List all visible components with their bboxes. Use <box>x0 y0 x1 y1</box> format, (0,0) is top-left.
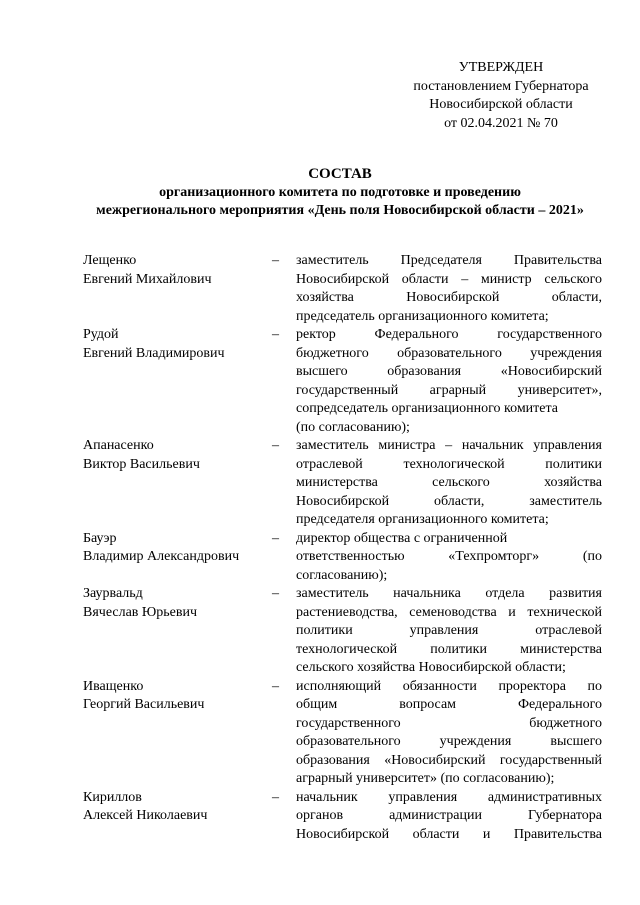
member-entry <box>0 789 640 845</box>
member-role-line: высшего образования «Новосибирский <box>296 364 602 379</box>
title-heading: СОСТАВ <box>308 166 372 182</box>
member-role <box>296 530 602 586</box>
member-surname: Кириллов <box>83 789 142 805</box>
member-role-line: отраслевой технологической политики <box>296 456 602 472</box>
member-name <box>83 326 263 363</box>
member-role-line: Новосибирской области – министр сельского <box>296 271 602 287</box>
member-entry <box>0 530 640 586</box>
approval-stamp <box>390 59 612 133</box>
document-title <box>40 165 640 219</box>
member-entry <box>0 678 640 789</box>
member-role-line: бюджетного образовательного учреждения <box>296 345 602 361</box>
approval-date-number: от 02.04.2021 № 70 <box>444 115 558 131</box>
member-role-line: хозяйства Новосибирской области, <box>296 290 602 305</box>
member-role-line: политики управления отраслевой <box>296 623 602 638</box>
member-role <box>296 585 602 678</box>
member-role-line: сопредседатель организационного комитета <box>296 401 559 416</box>
member-role-line: Новосибирской области и Правительства <box>296 826 602 842</box>
member-dash: – <box>272 438 279 453</box>
title-line-1: организационного комитета по подготовке и проведению <box>159 185 521 200</box>
member-role-line: растениеводства, семеноводства и технической <box>296 604 602 620</box>
members-list <box>0 252 640 844</box>
member-role-line: министерства сельского хозяйства <box>296 475 602 490</box>
member-name <box>83 252 263 289</box>
member-role-line: председателя организационного комитета; <box>296 512 549 527</box>
member-role-line: ответственностью «Техпромторг» (по <box>296 549 602 564</box>
member-name <box>83 437 263 474</box>
member-role <box>296 789 602 845</box>
member-name <box>83 789 263 826</box>
member-role-line: общим вопросам Федерального <box>296 697 602 712</box>
member-role-line: председатель организационного комитета; <box>296 308 549 324</box>
member-given-names: Виктор Васильевич <box>83 456 200 472</box>
member-role-line: государственного бюджетного <box>296 715 602 731</box>
member-dash: – <box>272 586 279 601</box>
member-role-line: исполняющий обязанности проректора по <box>296 678 602 694</box>
member-role-line: технологической политики министерства <box>296 641 602 657</box>
member-dash: – <box>272 789 279 805</box>
member-entry <box>0 252 640 326</box>
approval-title: УТВЕРЖДЕН <box>458 60 544 75</box>
member-role-line: заместитель начальника отдела развития <box>296 586 602 601</box>
approval-region: Новосибирской области <box>429 97 573 112</box>
member-role-line: заместитель министра – начальник управления <box>296 438 602 453</box>
member-entry <box>0 326 640 437</box>
member-given-names: Евгений Владимирович <box>83 345 225 361</box>
member-surname: Апанасенко <box>83 438 154 453</box>
member-surname: Заурвальд <box>83 586 143 601</box>
member-given-names: Владимир Александрович <box>83 549 240 564</box>
member-role-line: Новосибирской области, заместитель <box>296 493 602 509</box>
member-role-line: сельского хозяйства Новосибирской области; <box>296 660 566 675</box>
member-role-line: начальник управления административных <box>296 789 602 805</box>
member-role-line: заместитель Председателя Правительства <box>296 253 602 268</box>
member-role-line: согласованию); <box>296 567 388 583</box>
member-role-line: (по согласованию); <box>296 419 410 435</box>
member-given-names: Георгий Васильевич <box>83 697 205 712</box>
member-role-line: директор общества с ограниченной <box>296 530 508 546</box>
member-surname: Иващенко <box>83 678 144 694</box>
member-dash: – <box>272 678 279 694</box>
title-line-2: межрегионального мероприятия «День поля Новосибирской области – 2021» <box>96 202 584 218</box>
member-name <box>83 530 263 567</box>
member-role <box>296 252 602 326</box>
member-dash: – <box>272 327 279 342</box>
member-role <box>296 326 602 437</box>
member-surname: Бауэр <box>83 530 117 546</box>
member-role <box>296 678 602 789</box>
member-role-line: аграрный университет» (по согласованию); <box>296 771 555 786</box>
member-given-names: Евгений Михайлович <box>83 271 212 287</box>
member-name <box>83 585 263 622</box>
member-given-names: Алексей Николаевич <box>83 808 208 823</box>
member-surname: Лещенко <box>83 253 137 268</box>
member-surname: Рудой <box>83 327 119 342</box>
member-role <box>296 437 602 530</box>
member-role-line: образования «Новосибирский государственный <box>296 752 602 768</box>
member-given-names: Вячеслав Юрьевич <box>83 604 198 620</box>
member-role-line: государственный аграрный университет», <box>296 382 602 398</box>
member-dash: – <box>272 530 279 546</box>
member-role-line: ректор Федерального государственного <box>296 327 602 342</box>
member-dash: – <box>272 253 279 268</box>
member-entry <box>0 585 640 678</box>
member-name <box>83 678 263 715</box>
member-role-line: образовательного учреждения высшего <box>296 734 602 749</box>
member-role-line: органов администрации Губернатора <box>296 808 602 823</box>
approval-decree: постановлением Губернатора <box>413 78 589 94</box>
member-entry <box>0 437 640 530</box>
